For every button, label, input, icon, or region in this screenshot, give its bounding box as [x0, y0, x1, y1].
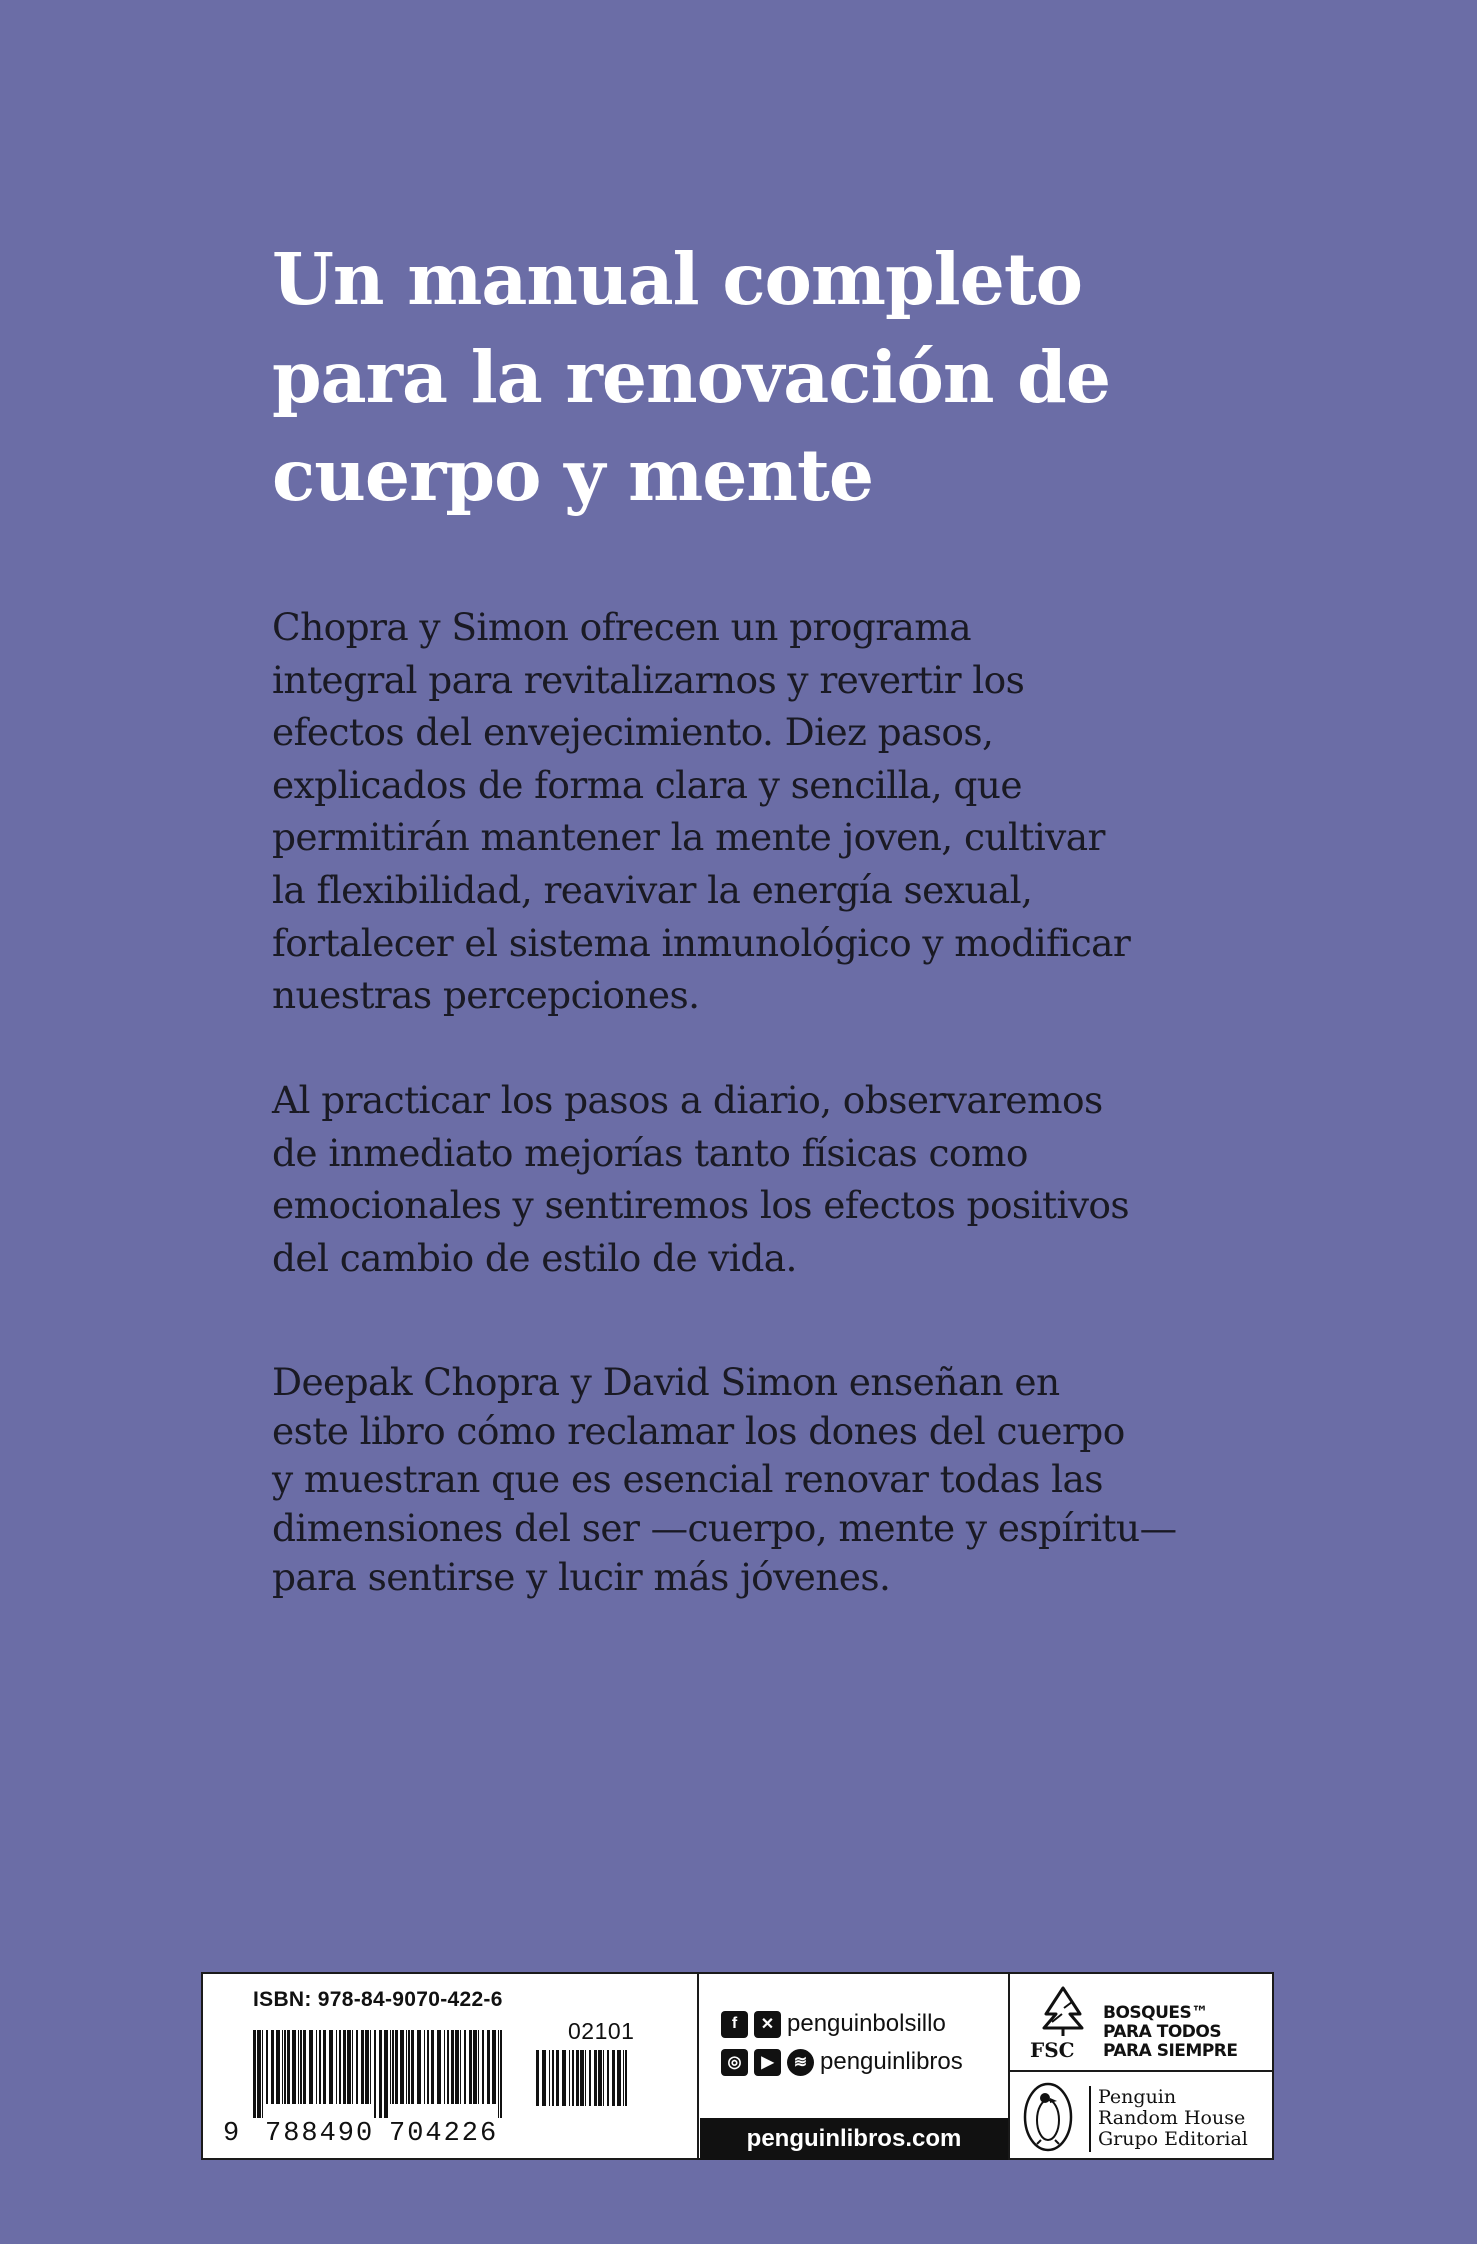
headline — [272, 230, 1272, 524]
social-handle-1[interactable]: penguinbolsillo — [787, 2010, 946, 2037]
barcode-bar — [408, 2030, 410, 2104]
barcode-bar — [339, 2030, 341, 2104]
divider — [1010, 2070, 1272, 2072]
barcode-bar — [431, 2030, 434, 2104]
barcode-bar — [607, 2050, 609, 2106]
barcode-addon-code: 02101 — [568, 2018, 635, 2044]
headline-line: para la renovación de — [272, 335, 1111, 419]
instagram-icon[interactable]: ◎ — [721, 2049, 748, 2076]
barcode-bar — [319, 2030, 321, 2104]
barcode-bar — [498, 2030, 499, 2118]
barcode-bar — [374, 2030, 376, 2118]
barcode-bar — [361, 2030, 364, 2104]
addon-barcode — [536, 2050, 630, 2120]
barcode-bar — [447, 2030, 449, 2104]
fsc-logo — [1010, 1974, 1272, 2070]
barcode-bar — [282, 2030, 283, 2104]
barcode-bar — [379, 2030, 382, 2118]
barcode-bar — [455, 2030, 459, 2104]
barcode-bar — [576, 2050, 579, 2106]
barcode-bar — [536, 2050, 539, 2106]
website-link[interactable]: penguinlibros.com — [700, 2118, 1008, 2160]
barcode-bar — [464, 2030, 466, 2104]
publisher-name — [1098, 2087, 1248, 2150]
fsc-label: FSC — [1030, 2038, 1075, 2062]
barcode-bar — [300, 2030, 302, 2104]
barcode-digits-left: 788490 — [265, 2119, 375, 2149]
barcode-bar — [444, 2030, 445, 2104]
barcode-bar — [392, 2030, 394, 2104]
text-line: y muestran que es esencial renovar todas las — [272, 1457, 1103, 1502]
barcode-bar — [580, 2050, 584, 2106]
text-line: permitirán mantener la mente joven, cultivar — [272, 815, 1105, 860]
barcode-bar — [284, 2030, 286, 2104]
barcode-bar — [400, 2030, 404, 2104]
barcode-bar — [598, 2050, 602, 2106]
barcode-bar — [266, 2030, 268, 2104]
barcode-bar — [365, 2030, 369, 2104]
barcode-bar — [482, 2030, 484, 2104]
barcode-bar — [562, 2050, 566, 2106]
barcode-bar — [556, 2050, 559, 2106]
publisher-rule — [1089, 2086, 1091, 2152]
social-row-2 — [721, 2048, 963, 2076]
barcode-first-digit: 9 — [223, 2119, 240, 2149]
barcode-bar — [487, 2030, 490, 2104]
barcode-bar — [411, 2030, 414, 2104]
barcode-bar — [276, 2030, 280, 2104]
text-line: Chopra y Simon ofrecen un programa — [272, 605, 972, 649]
facebook-icon[interactable]: f — [721, 2011, 748, 2038]
barcode-bar — [298, 2030, 299, 2104]
barcode-bar — [623, 2050, 624, 2106]
barcode-bar — [594, 2050, 597, 2106]
text-line: dimensiones del ser —cuerpo, mente y espíritu— — [272, 1506, 1177, 1551]
barcode-bar — [347, 2030, 351, 2104]
description-paragraph-1 — [272, 601, 1232, 1022]
barcode-bar — [549, 2050, 550, 2106]
publisher-line: Random House — [1098, 2107, 1246, 2129]
barcode-bar — [473, 2030, 477, 2104]
text-line: Al practicar los pasos a diario, observaremos — [272, 1078, 1103, 1122]
barcode-bar — [478, 2030, 479, 2104]
barcode-bar — [336, 2030, 337, 2104]
text-line: Deepak Chopra y David Simon enseñan en — [272, 1360, 1060, 1404]
barcode-bar — [500, 2030, 502, 2118]
text-line: del cambio de estilo de vida. — [272, 1235, 797, 1280]
barcode-bar — [329, 2030, 333, 2104]
barcode-bar — [492, 2030, 496, 2104]
isbn-label: ISBN: 978-84-9070-422-6 — [253, 1988, 503, 2011]
barcode-bar — [370, 2030, 371, 2104]
barcode-bar — [585, 2050, 586, 2106]
barcode-bar — [316, 2030, 317, 2104]
barcode-bar — [323, 2030, 326, 2104]
text-line: explicados de forma clara y sencilla, que — [272, 762, 1022, 807]
fsc-slogan — [1103, 2004, 1237, 2061]
barcode-bar — [427, 2030, 429, 2104]
publisher-line: Grupo Editorial — [1098, 2128, 1248, 2150]
fsc-slogan-line: BOSQUES™ — [1103, 2003, 1208, 2023]
barcode-bar — [542, 2050, 546, 2106]
barcode-bar — [292, 2030, 296, 2104]
barcode-bar — [625, 2050, 627, 2106]
isbn-barcode — [253, 2030, 508, 2118]
headline-line: Un manual completo — [272, 237, 1082, 321]
barcode-bar — [390, 2030, 391, 2104]
barcode-bar — [552, 2050, 554, 2106]
barcode-bar — [589, 2050, 591, 2106]
barcode-bar — [356, 2030, 358, 2104]
x-icon[interactable]: ✕ — [754, 2011, 781, 2038]
barcode-bar — [257, 2030, 261, 2118]
barcode-bar — [572, 2050, 574, 2106]
barcode-bar — [343, 2030, 346, 2104]
social-handle-2[interactable]: penguinlibros — [820, 2048, 963, 2075]
divider — [697, 1974, 699, 2158]
text-line: nuestras percepciones. — [272, 973, 700, 1018]
barcode-bar — [309, 2030, 313, 2104]
barcode-bar — [406, 2030, 407, 2104]
barcode-bar — [424, 2030, 425, 2104]
barcode-bar — [384, 2030, 388, 2118]
barcode-bar — [469, 2030, 472, 2104]
fsc-slogan-line: PARA SIEMPRE — [1103, 2041, 1238, 2061]
barcode-bar — [437, 2030, 441, 2104]
barcode-bar — [617, 2050, 621, 2106]
barcode-bar — [569, 2050, 570, 2106]
headline-line: cuerpo y mente — [272, 433, 874, 517]
barcode-bar — [460, 2030, 461, 2104]
publisher-line: Penguin — [1098, 2086, 1177, 2108]
barcode-bar — [287, 2030, 290, 2104]
social-row-1 — [721, 2010, 946, 2038]
barcode-bar — [253, 2030, 256, 2118]
penguin-logo-icon — [1021, 2080, 1075, 2154]
barcode-bar — [417, 2030, 421, 2104]
barcode-digits-right: 704226 — [389, 2119, 499, 2149]
barcode-bar — [352, 2030, 353, 2104]
barcode-bar — [603, 2050, 604, 2106]
youtube-icon[interactable]: ▶ — [754, 2049, 781, 2076]
text-line: para sentirse y lucir más jóvenes. — [272, 1554, 891, 1599]
text-line: efectos del envejecimiento. Diez pasos, — [272, 710, 994, 755]
spotify-icon[interactable]: ≋ — [787, 2049, 814, 2076]
barcode-bar — [395, 2030, 398, 2104]
text-line: de inmediato mejorías tanto físicas como — [272, 1130, 1028, 1175]
barcode-bar — [451, 2030, 454, 2104]
text-line: este libro cómo reclamar los dones del cuerpo — [272, 1408, 1125, 1453]
barcode-bar — [262, 2030, 263, 2118]
fsc-tree-icon — [1038, 1984, 1088, 2036]
fsc-slogan-line: PARA TODOS — [1103, 2022, 1222, 2042]
text-line: fortalecer el sistema inmunológico y modificar — [272, 920, 1131, 965]
barcode-bar — [271, 2030, 274, 2104]
text-line: emocionales y sentiremos los efectos positivos — [272, 1183, 1130, 1228]
text-line: integral para revitalizarnos y revertir los — [272, 657, 1025, 702]
publisher-info-box — [201, 1972, 1274, 2160]
text-line: la flexibilidad, reavivar la energía sexual, — [272, 867, 1033, 912]
barcode-bar — [612, 2050, 615, 2106]
barcode-bar — [303, 2030, 306, 2104]
description-paragraph-2 — [272, 1074, 1232, 1284]
description-paragraph-3 — [272, 1358, 1232, 1602]
